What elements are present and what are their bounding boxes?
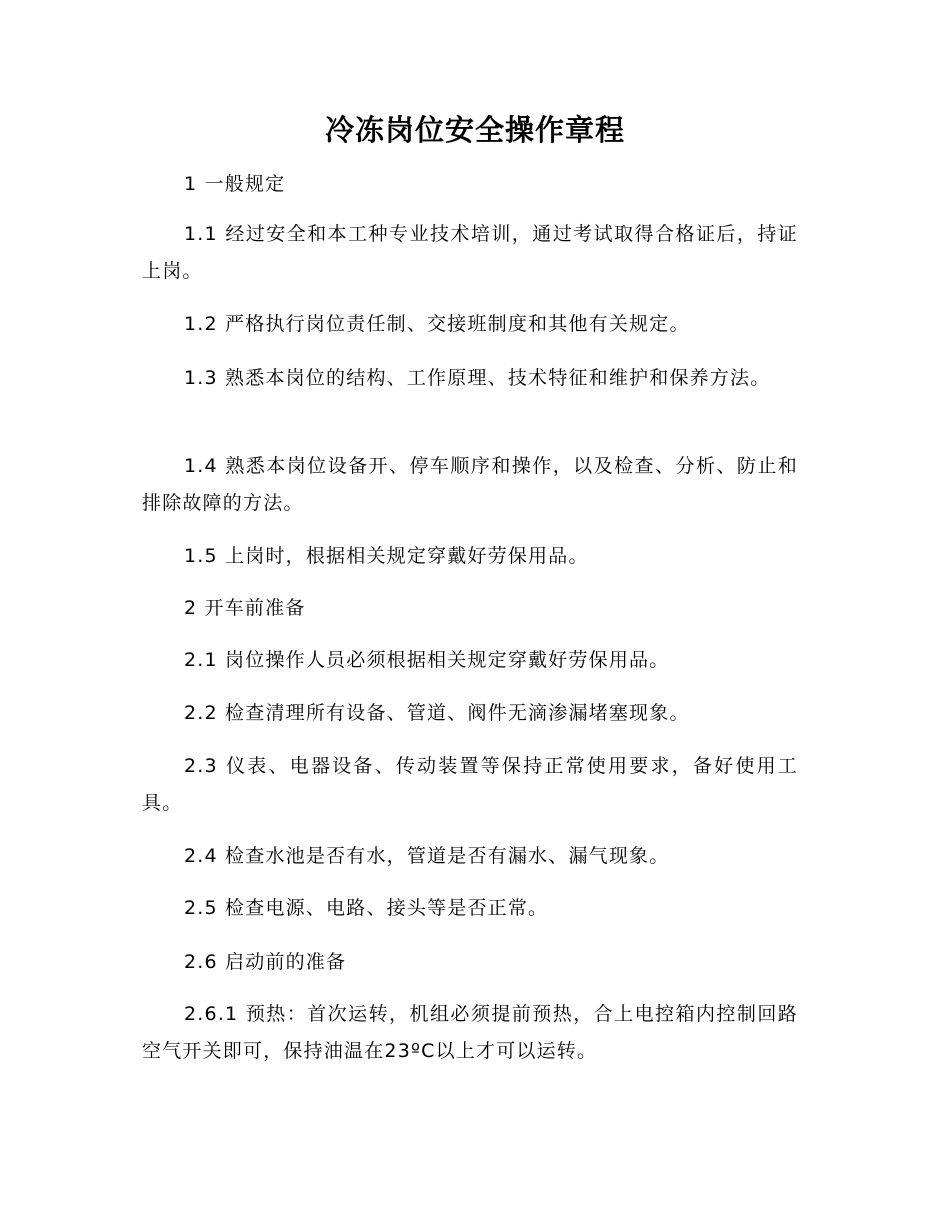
paragraph-2-5: 2.5 检查电源、电路、接头等是否正常。 <box>184 897 549 919</box>
paragraph-1-1: 1.1 经过安全和本工种专业技术培训，通过考试取得合格证后，持证上岗。 <box>142 223 798 282</box>
paragraph-1-2: 1.2 严格执行岗位责任制、交接班制度和其他有关规定。 <box>184 313 690 335</box>
paragraph-2-6: 2.6 启动前的准备 <box>184 951 347 973</box>
paragraph-2-1: 2.1 岗位操作人员必须根据相关规定穿戴好劳保用品。 <box>184 649 670 671</box>
paragraph-2-3: 2.3 仪表、电器设备、传动装置等保持正常使用要求，备好使用工具。 <box>142 755 798 814</box>
paragraph-1-4: 1.4 熟悉本岗位设备开、停车顺序和操作，以及检查、分析、防止和排除故障的方法。 <box>142 455 798 514</box>
document-title: 冷冻岗位安全操作章程 <box>324 113 625 147</box>
section-heading-1: 1 一般规定 <box>184 173 286 195</box>
paragraph-1-3: 1.3 熟悉本岗位的结构、工作原理、技术特征和维护和保养方法。 <box>184 367 771 389</box>
paragraph-2-2: 2.2 检查清理所有设备、管道、阀件无滴渗漏堵塞现象。 <box>184 702 690 724</box>
section-heading-2: 2 开车前准备 <box>184 597 306 619</box>
paragraph-2-6-1: 2.6.1 预热：首次运转，机组必须提前预热，合上电控箱内控制回路空气开关即可，保持油温在23ºC以上才可以运转。 <box>142 1003 798 1062</box>
paragraph-2-4: 2.4 检查水池是否有水，管道是否有漏水、漏气现象。 <box>184 845 670 867</box>
paragraph-1-5: 1.5 上岗时，根据相关规定穿戴好劳保用品。 <box>184 545 589 567</box>
